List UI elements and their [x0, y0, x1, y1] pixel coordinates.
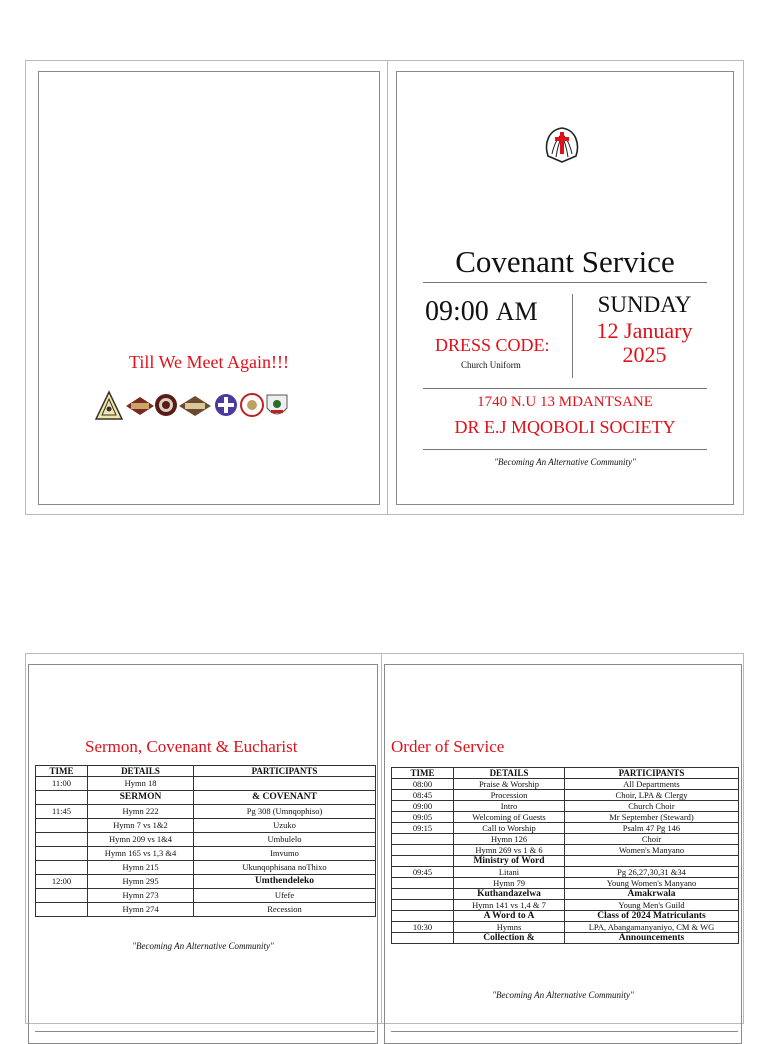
dress-code-value: Church Uniform	[461, 360, 521, 370]
cell-time: 09:05	[392, 812, 454, 823]
cell-details: Hymn 274	[88, 903, 194, 917]
service-date	[577, 319, 712, 367]
footer-rule	[391, 1031, 738, 1032]
table-header-row	[36, 766, 376, 777]
table-row	[392, 790, 739, 801]
cell-time	[36, 861, 88, 875]
motto-rule	[423, 449, 707, 450]
sermon-table	[35, 765, 376, 917]
table-row	[392, 889, 739, 900]
cell-time	[392, 845, 454, 856]
diamond-badge-icon	[126, 397, 154, 415]
table-row	[36, 847, 376, 861]
cover-title: Covenant Service	[455, 244, 675, 279]
table-row	[36, 875, 376, 889]
organization-logos	[95, 390, 325, 422]
cell-details: Hymn 273	[88, 889, 194, 903]
table-row	[36, 903, 376, 917]
cell-participants: Pg 26,27,30,31 &34	[565, 867, 739, 878]
cell-time: 11:45	[36, 805, 88, 819]
order-title: Order of Service	[391, 737, 505, 756]
cell-participants: Amakrwala	[565, 889, 739, 900]
cell-details: Hymn 295	[88, 875, 194, 889]
cell-details: Hymn 7 vs 1&2	[88, 819, 194, 833]
cell-time	[392, 911, 454, 922]
inner-sheet	[25, 653, 744, 1024]
cell-time: 09:15	[392, 823, 454, 834]
cell-details: Hymns	[454, 922, 565, 933]
cell-time	[392, 834, 454, 845]
cell-participants: Psalm 47 Pg 146	[565, 823, 739, 834]
motto: "Becoming An Alternative Community"	[492, 990, 634, 1000]
cell-participants: All Departments	[565, 779, 739, 790]
cell-time	[36, 847, 88, 861]
cell-time	[36, 903, 88, 917]
cell-participants: Class of 2024 Matriculants	[565, 911, 739, 922]
cell-time	[392, 900, 454, 911]
order-table	[391, 767, 739, 944]
table-row	[392, 779, 739, 790]
cell-details: Kuthandazelwa	[454, 889, 565, 900]
sermon-panel	[28, 664, 378, 1044]
cell-time	[392, 889, 454, 900]
round-seal-icon	[155, 394, 177, 416]
time-value: 09:00	[425, 296, 489, 327]
cell-details: Hymn 222	[88, 805, 194, 819]
cell-time: 08:45	[392, 790, 454, 801]
fold-line	[381, 654, 382, 1023]
date-line2: 2025	[622, 342, 667, 367]
cell-details: Praise & Worship	[454, 779, 565, 790]
back-cover-panel	[38, 71, 380, 505]
cell-participants: Pg 308 (Umnqophiso)	[194, 805, 376, 819]
header-time: TIME	[392, 768, 454, 779]
cell-participants: Choir, LPA & Clergy	[565, 790, 739, 801]
table-row	[36, 791, 376, 805]
cell-participants: Uzuko	[194, 819, 376, 833]
cell-details: Hymn 18	[88, 777, 194, 791]
time-ampm: AM	[495, 297, 538, 326]
cell-participants: Imvumo	[194, 847, 376, 861]
farewell-text: Till We Meet Again!!!	[128, 352, 290, 372]
cell-details: Hymn 209 vs 1&4	[88, 833, 194, 847]
footer-rule	[35, 1031, 375, 1032]
cell-details: Hymn 141 vs 1,4 & 7	[454, 900, 565, 911]
table-row	[392, 823, 739, 834]
society-name: DR E.J MQOBOLI SOCIETY	[454, 417, 676, 437]
table-row	[392, 900, 739, 911]
cell-details: A Word to A	[454, 911, 565, 922]
cell-time	[36, 819, 88, 833]
table-row	[36, 805, 376, 819]
cell-time	[36, 791, 88, 805]
title-rule	[423, 282, 707, 283]
table-row	[36, 819, 376, 833]
cell-participants: Mr September (Steward)	[565, 812, 739, 823]
cell-participants: Recession	[194, 903, 376, 917]
methodist-shell-cross-icon	[542, 124, 582, 166]
motto: "Becoming An Alternative Community"	[132, 941, 274, 951]
cell-time	[36, 889, 88, 903]
table-row	[392, 834, 739, 845]
shield-emblem-icon	[267, 395, 287, 414]
date-line1: 12 January	[596, 318, 693, 343]
cell-time	[392, 856, 454, 867]
table-header-row	[392, 768, 739, 779]
cell-time	[36, 833, 88, 847]
cell-details: Hymn 79	[454, 878, 565, 889]
cell-participants: Umbulelo	[194, 833, 376, 847]
fold-line	[387, 61, 388, 514]
cell-participants: Young Women's Manyano	[565, 878, 739, 889]
table-row	[392, 845, 739, 856]
cell-details: SERMON	[88, 791, 194, 805]
table-row	[392, 878, 739, 889]
cell-time: 12:00	[36, 875, 88, 889]
cell-details: Intro	[454, 801, 565, 812]
cell-details: Hymn 165 vs 1,3 &4	[88, 847, 194, 861]
info-rule	[423, 388, 707, 389]
round-emblem-icon	[241, 394, 263, 416]
cell-details: Collection &	[454, 933, 565, 944]
cell-participants: & COVENANT	[194, 791, 376, 805]
front-cover-panel	[396, 71, 734, 505]
cell-details: Call to Worship	[454, 823, 565, 834]
header-details: DETAILS	[454, 768, 565, 779]
service-time	[425, 296, 538, 328]
cell-details: Hymn 215	[88, 861, 194, 875]
table-row	[392, 867, 739, 878]
cell-participants: Women's Manyano	[565, 845, 739, 856]
cell-time: 11:00	[36, 777, 88, 791]
header-participants: PARTICIPANTS	[565, 768, 739, 779]
cell-time: 09:45	[392, 867, 454, 878]
cell-participants: Church Choir	[565, 801, 739, 812]
motto: "Becoming An Alternative Community"	[494, 457, 636, 467]
cell-time	[392, 933, 454, 944]
cross-emblem-icon	[215, 394, 237, 416]
cell-details: Procession	[454, 790, 565, 801]
cell-time: 09:00	[392, 801, 454, 812]
cell-details: Hymn 269 vs 1 & 6	[454, 845, 565, 856]
cell-details: Ministry of Word	[454, 856, 565, 867]
order-panel	[384, 664, 742, 1044]
cell-participants: Choir	[565, 834, 739, 845]
triangle-emblem-icon	[96, 392, 122, 419]
table-row	[392, 911, 739, 922]
table-row	[36, 889, 376, 903]
dress-code-label: DRESS CODE:	[435, 335, 550, 355]
cell-time	[392, 878, 454, 889]
service-day: SUNDAY	[597, 292, 692, 317]
cell-participants: Ufefe	[194, 889, 376, 903]
cell-participants	[194, 777, 376, 791]
cell-participants: Ukunqophisana noThixo	[194, 861, 376, 875]
table-row	[36, 861, 376, 875]
address: 1740 N.U 13 MDANTSANE	[477, 394, 653, 410]
table-row	[36, 777, 376, 791]
cell-participants: LPA, Abangamanyaniyo, CM & WG	[565, 922, 739, 933]
table-row	[36, 833, 376, 847]
cell-participants	[565, 856, 739, 867]
header-details: DETAILS	[88, 766, 194, 777]
cell-details: Litani	[454, 867, 565, 878]
table-row	[392, 812, 739, 823]
sermon-title: Sermon, Covenant & Eucharist	[85, 737, 298, 756]
table-row	[392, 801, 739, 812]
header-participants: PARTICIPANTS	[194, 766, 376, 777]
cell-participants: Umthendeleko	[194, 875, 376, 889]
cover-sheet	[25, 60, 744, 515]
cell-time: 10:30	[392, 922, 454, 933]
table-row	[392, 933, 739, 944]
cell-participants: Announcements	[565, 933, 739, 944]
date-divider	[572, 294, 573, 378]
cell-participants: Young Men's Guild	[565, 900, 739, 911]
table-row	[392, 856, 739, 867]
cell-details: Hymn 126	[454, 834, 565, 845]
header-time: TIME	[36, 766, 88, 777]
diamond-badge-icon	[179, 396, 211, 416]
cell-time: 08:00	[392, 779, 454, 790]
cell-details: Welcoming of Guests	[454, 812, 565, 823]
table-row	[392, 922, 739, 933]
